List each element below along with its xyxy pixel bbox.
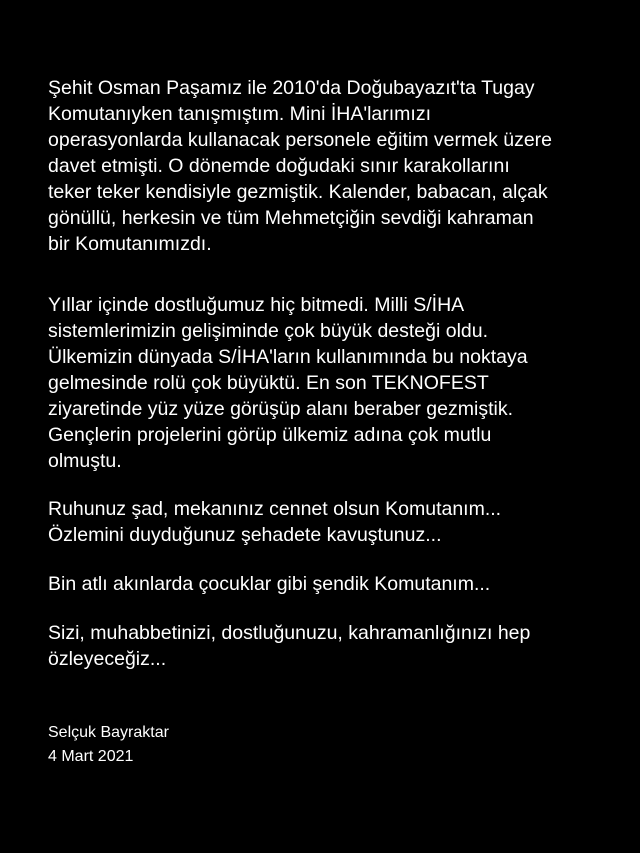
paragraph-4 [48,571,490,597]
text-line: ziyaretinde yüz yüze görüşüp alanı beraber gezmiştik. [48,398,513,420]
text-line: sistemlerimizin gelişiminde çok büyük desteği oldu. [48,320,489,342]
text-line: gönüllü, herkesin ve tüm Mehmetçiğin sevdiği kahraman [48,207,534,229]
signature [48,721,169,769]
signature-date: 4 Mart 2021 [48,748,134,765]
text-line: Şehit Osman Paşamız ile 2010'da Doğubayazıt'ta Tugay [48,77,535,99]
text-line: Bin atlı akınlarda çocuklar gibi şendik Komutanım... [48,573,491,595]
text-line: Yıllar içinde dostluğumuz hiç bitmedi. Milli S/İHA [48,294,465,316]
paragraph-3 [48,496,501,548]
text-line: Gençlerin projelerini görüp ülkemiz adına çok mutlu [48,424,492,446]
signature-name: Selçuk Bayraktar [48,724,169,741]
paragraph-2 [48,292,528,474]
text-line: Komutanıyken tanışmıştım. Mini İHA'larımızı [48,103,431,125]
text-line: Ülkemizin dünyada S/İHA'ların kullanımında bu noktaya [48,346,528,368]
paragraph-1 [48,75,552,257]
text-line: operasyonlarda kullanacak personele eğitim vermek üzere [48,129,553,151]
text-line: gelmesinde rolü çok büyüktü. En son TEKNOFEST [48,372,489,394]
text-line: teker teker kendisiyle gezmiştik. Kalender, babacan, alçak [48,181,548,203]
text-line: Ruhunuz şad, mekanınız cennet olsun Komutanım... [48,498,502,520]
text-line: davet etmişti. O dönemde doğudaki sınır karakollarını [48,155,510,177]
text-line: Özlemini duyduğunuz şehadete kavuştunuz... [48,524,442,546]
text-line: özleyeceğiz... [48,648,167,670]
paragraph-5 [48,620,530,672]
text-line: olmuştu. [48,450,122,472]
text-line: Sizi, muhabbetinizi, dostluğunuzu, kahramanlığınızı hep [48,622,531,644]
text-line: bir Komutanımızdı. [48,233,212,255]
